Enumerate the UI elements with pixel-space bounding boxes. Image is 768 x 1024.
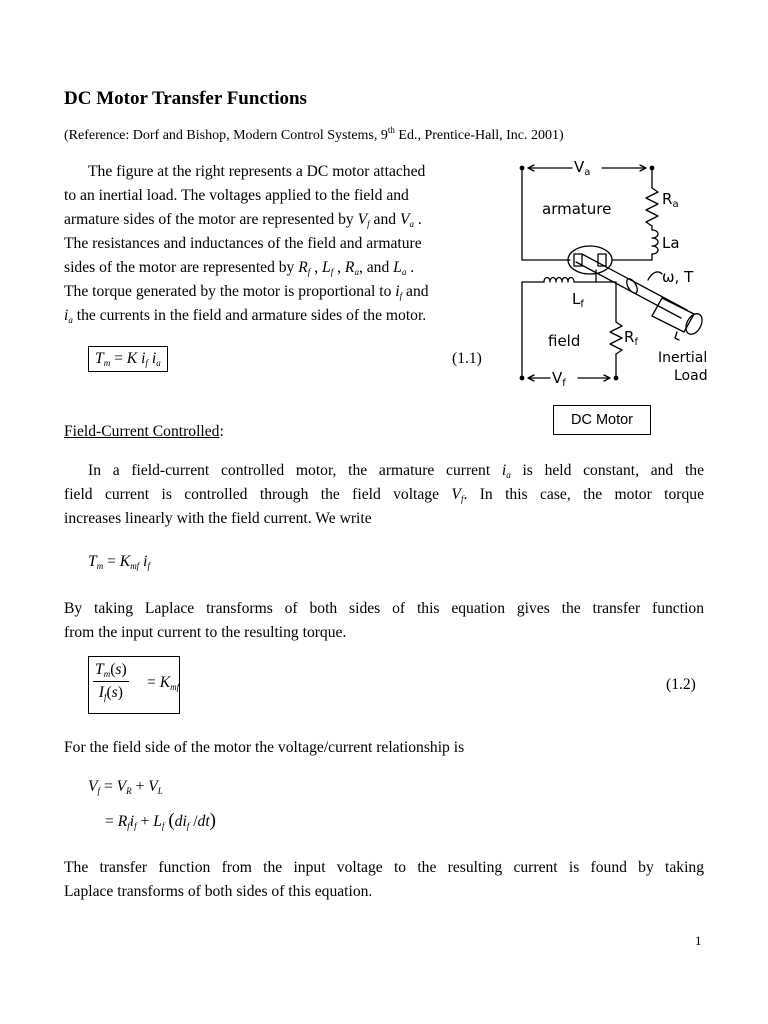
equation-number: (1.2) [666, 676, 696, 693]
equation-1-1: $T_m = K$ $i_f$ $i_a$ [88, 346, 168, 372]
reference-line: (Reference: Dorf and Bishop, Modern Control Systems, 9th Ed., Prentice-Hall, Inc. 2001) [64, 125, 564, 143]
load-label: Load [674, 368, 708, 384]
equation-voltage-expanded: = $R_fi_f + L_f$ ($di_f$ /dt) [105, 810, 216, 831]
equation-voltage-sum: $V_f = V_R + V_L$ [88, 778, 163, 796]
figure-caption: DC Motor [553, 405, 651, 435]
document-title: DC Motor Transfer Functions [64, 88, 307, 109]
armature-label: armature [542, 200, 612, 218]
rf-label: $R_f$ [624, 328, 638, 348]
equation-number: (1.1) [452, 350, 482, 367]
laplace-paragraph: By taking Laplace transforms of both sides of this equation gives the transfer function from the input current to the resulting torque. [64, 600, 704, 641]
dc-motor-figure [512, 150, 732, 390]
va-label: $V_a$ [574, 158, 591, 178]
section-heading: Field-Current Controlled: [64, 423, 224, 440]
inertial-label: Inertial [658, 350, 708, 366]
omega-torque-label: ω, T [662, 268, 694, 286]
page-number: 1 [695, 933, 702, 948]
equation-torque-field: $T_m = K_{mf}$ $i_f$ [88, 553, 150, 571]
transfer-function-paragraph: The transfer function from the input voltage to the resulting current is found by taking Laplace transforms of both sides of this equation. [64, 859, 704, 900]
field-label: field [548, 332, 581, 350]
la-label: La [662, 234, 680, 252]
equation-1-2: $\frac{T_m(s)}{I_f(s)}$ = $K_{mf}$ [88, 656, 180, 714]
lf-label: $L_f$ [572, 290, 584, 310]
intro-paragraph: The figure at the right represents a DC motor attached to an inertial load. The voltages applied to the field and armature sides of the motor are represented by $V_f$ and $V_a$ . The resistances and inductances of the field and armature sides of the motor are represented by $R_f$ , $L_f$ , $R_a$, and $L_a$ . The torque generated by the motor is proportional to $i_f$ and $i_a$ the currents in the field and armature sides of the motor. [64, 163, 429, 325]
vf-label: $V_f$ [552, 369, 566, 389]
field-current-paragraph: In a field-current controlled motor, the armature current $i_a$ is held constant, and the field current is controlled through the field voltage $V_f$. In this case, the motor torque increases linearly with the field current. We write [64, 462, 704, 527]
field-side-sentence: For the field side of the motor the voltage/current relationship is [64, 739, 465, 756]
ra-label: $R_a$ [662, 190, 679, 210]
